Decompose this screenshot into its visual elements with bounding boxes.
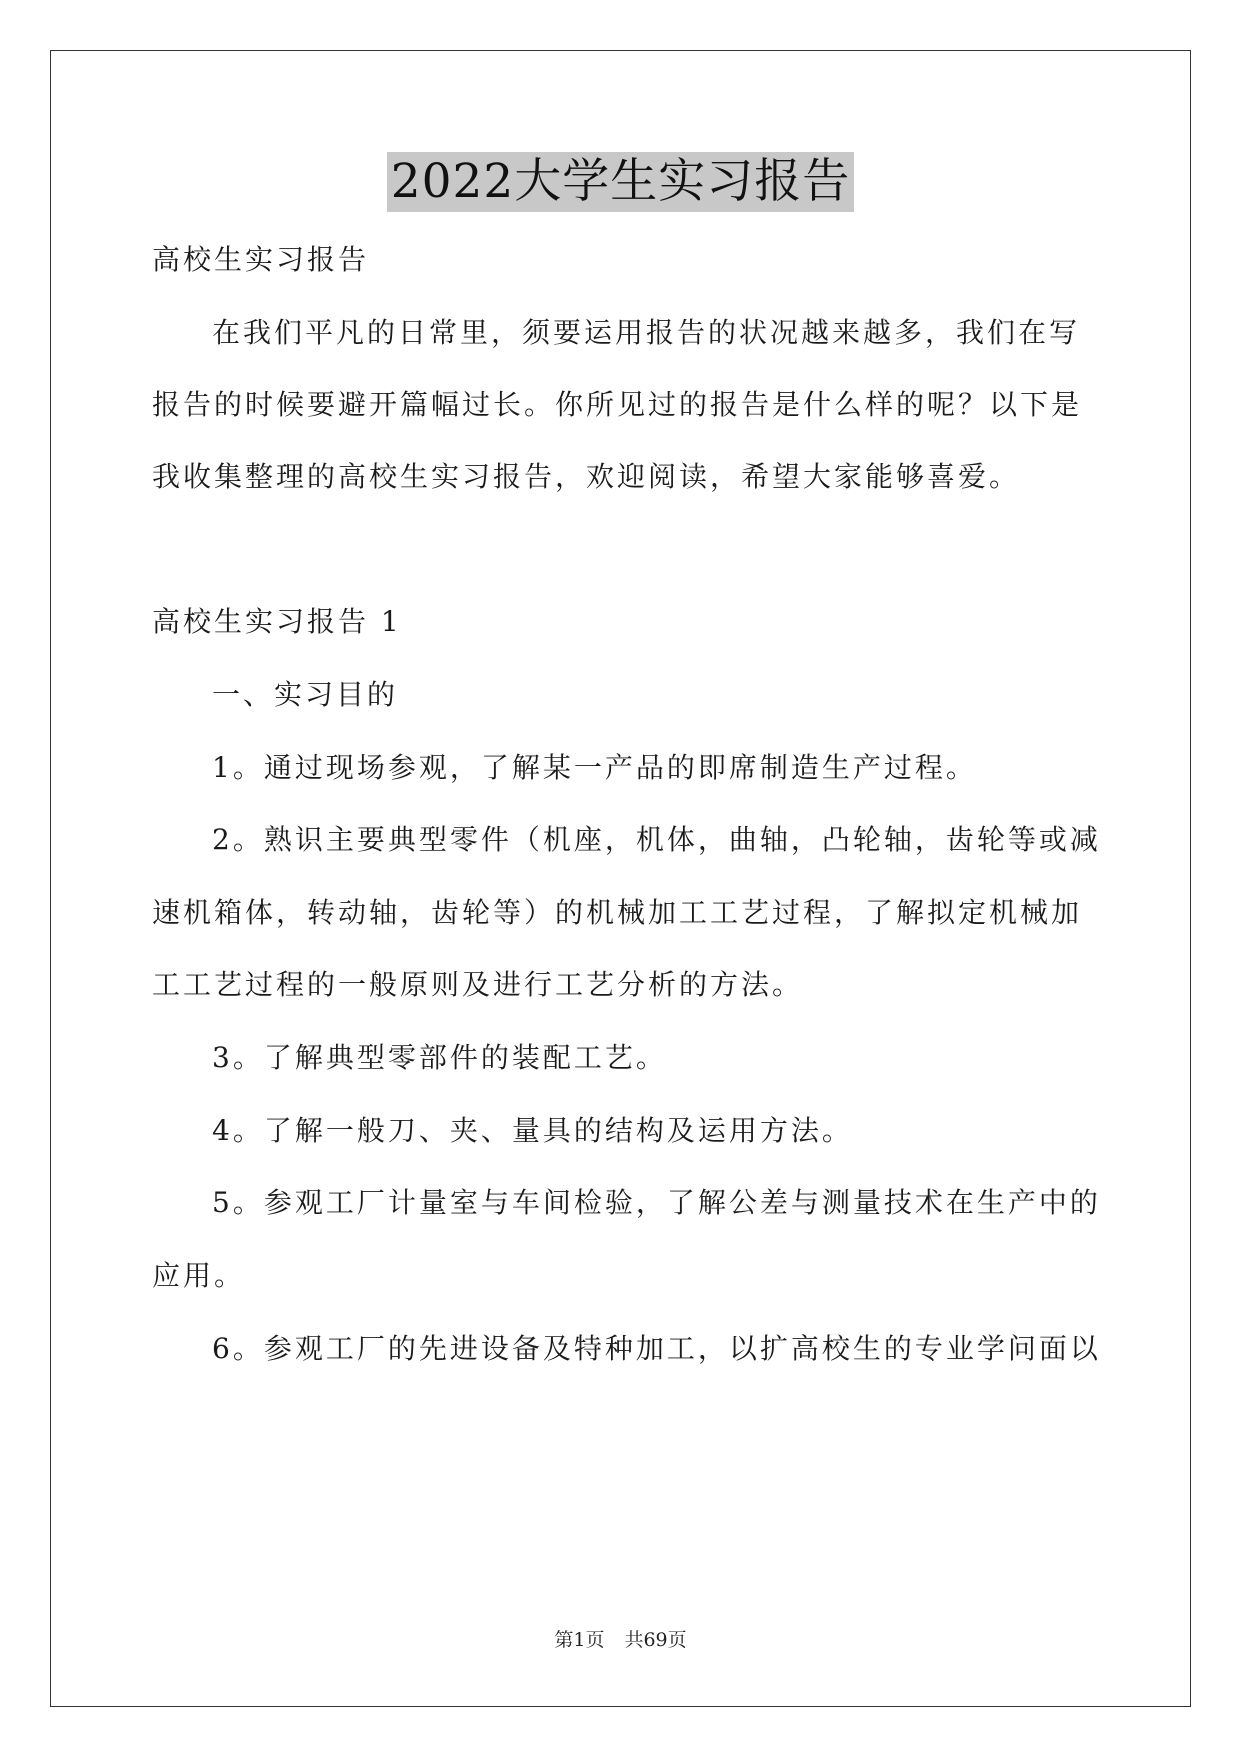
item-1-line-1: 1。通过现场参观，了解某一产品的即席制造生产过程。 xyxy=(212,751,977,784)
page-number: 1 xyxy=(573,1629,586,1651)
item-5-line-2: 应用。 xyxy=(152,1259,246,1292)
item-2-line-1: 2。熟识主要典型零件（机座，机体，曲轴，凸轮轴，齿轮等或减 xyxy=(212,823,1101,856)
page-border xyxy=(50,50,1191,1707)
item-2-line-2: 速机箱体，转动轴，齿轮等）的机械加工工艺过程，了解拟定机械加 xyxy=(152,896,1083,929)
total-label: 共 xyxy=(624,1629,644,1651)
intro-line-2: 报告的时候要避开篇幅过长。你所见过的报告是什么样的呢？以下是 xyxy=(152,388,1083,421)
item-2-line-3: 工工艺过程的一般原则及进行工艺分析的方法。 xyxy=(152,968,804,1001)
document-subtitle: 高校生实习报告 xyxy=(152,243,370,276)
page-suffix: 页 xyxy=(585,1629,605,1651)
document-title: 2022大学生实习报告 xyxy=(387,152,855,212)
section-heading: 一、实习目的 xyxy=(212,678,399,711)
total-suffix: 页 xyxy=(667,1629,687,1651)
page-footer xyxy=(0,1628,1241,1652)
title-container xyxy=(0,152,1241,212)
intro-line-1: 在我们平凡的日常里，须要运用报告的状况越来越多，我们在写 xyxy=(212,316,1081,349)
item-6-line-1: 6。参观工厂的先进设备及特种加工，以扩高校生的专业学问面以 xyxy=(212,1332,1101,1365)
item-3-line-1: 3。了解典型零部件的装配工艺。 xyxy=(212,1041,667,1074)
total-pages: 69 xyxy=(643,1629,668,1651)
page-label: 第 xyxy=(554,1629,574,1651)
intro-line-3: 我收集整理的高校生实习报告，欢迎阅读，希望大家能够喜爱。 xyxy=(152,460,1021,493)
item-5-line-1: 5。参观工厂计量室与车间检验，了解公差与测量技术在生产中的 xyxy=(212,1186,1101,1219)
item-4-line-1: 4。了解一般刀、夹、量具的结构及运用方法。 xyxy=(212,1114,853,1147)
section-title: 高校生实习报告 1 xyxy=(152,605,402,638)
